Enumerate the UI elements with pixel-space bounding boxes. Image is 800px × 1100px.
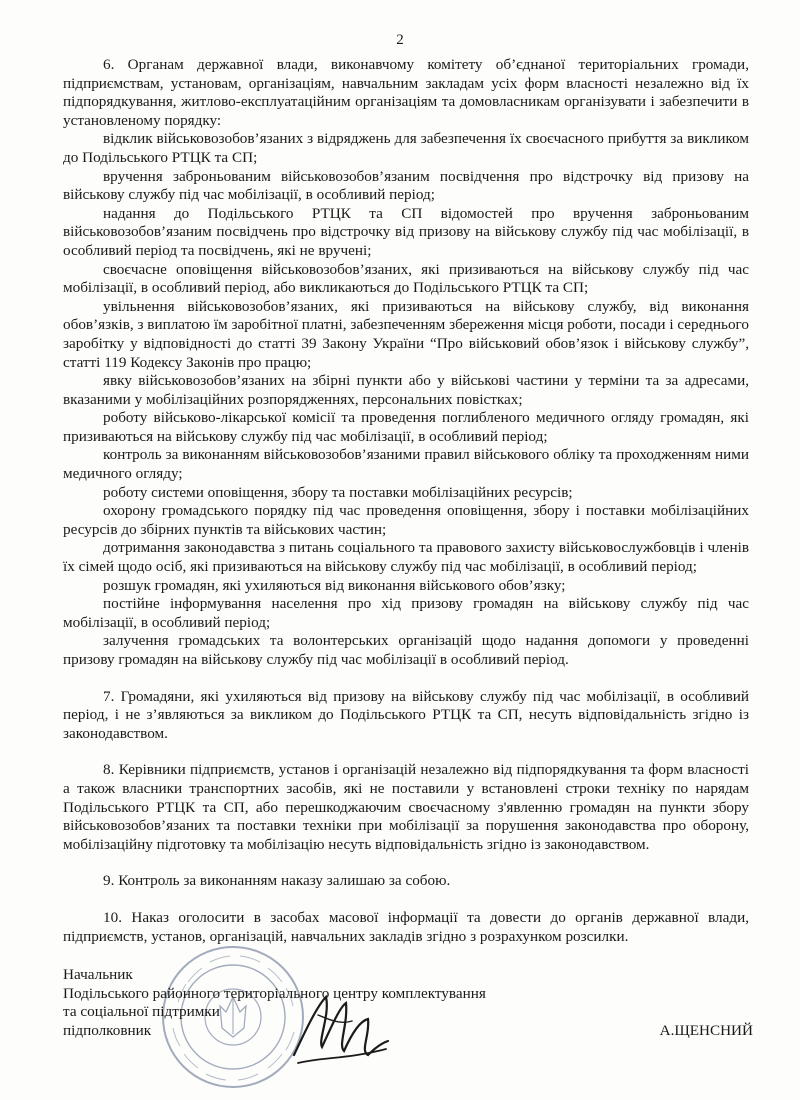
signer-name: А.ЩЕНСНИЙ <box>659 1022 753 1039</box>
signature-block <box>63 966 753 1040</box>
paragraph: роботу військово-лікарської комісії та проведення поглибленого медичного огляду громадян, які призиваються на військову службу під час мобілізації, в особливий період; <box>63 409 749 445</box>
paragraph: явку військовозобов’язаних на збірні пункти або у військові частини у терміни та за адресами, вказаними у мобілізаційних розпорядженнях, персональних повістках; <box>63 372 749 408</box>
paragraph: дотримання законодавства з питань соціального та правового захисту військовослужбовців і членів їх сімей щодо осіб, які призиваються на військову службу під час мобілізації, в особливий період; <box>63 539 749 576</box>
signer-title-line: Начальник <box>63 966 133 983</box>
paragraph: залучення громадських та волонтерських організацій щодо надання допомоги у проведенні призову громадян на військову службу під час мобілізації в особливий період. <box>63 632 749 668</box>
paragraph: контроль за виконанням військовозобов’язаними правил військового обліку та проходженням ними медичного огляду; <box>63 446 749 483</box>
paragraph: 7. Громадяни, які ухиляються від призову на військову службу під час мобілізації, в особливий період, і не з’являються за викликом до Подільського РТЦК та СП, несуть відповідальність згідно із законодавством. <box>63 687 749 742</box>
paragraph: роботу системи оповіщення, збору та поставки мобілізаційних ресурсів; <box>103 483 573 501</box>
paragraph: 9. Контроль за виконанням наказу залишаю за собою. <box>103 872 451 890</box>
paragraph: увільнення військовозобов’язаних, які призиваються на військову службу, від виконання обов’язків, з виплатою їм заробітної платні, забезпеченням збереження місця роботи, посади і середнього заробітку у відповідності до статті 39 Закону України “Про військовий обов’язок і військову службу”, статті 119 Кодексу Законів про працю; <box>63 297 749 371</box>
signer-title-line: та соціальної підтримки <box>63 1003 220 1020</box>
paragraph: 8. Керівники підприємств, установ і організацій незалежно від підпорядкування та форм власності а також власники транспортних засобів, які не поставили у встановлені строки техніку по нарядам Подільського РТЦК та СП, або перешкоджаючим своєчасному з'явленню громадян на пункти збору військовозобов’язаних та поставки техніки при мобілізації за порушення законодавства про оборону, мобілізаційну підготовку та мобілізацію несуть відповідальність згідно із законодавством. <box>63 761 749 853</box>
document-body <box>63 56 749 946</box>
paragraph: вручення заброньованим військовозобов’язаним посвідчення про відстрочку від призову на військову службу під час мобілізації, в особливий період; <box>63 167 749 204</box>
paragraph: надання до Подільського РТЦК та СП відомостей про вручення заброньованим військовозобов’язаним посвідчень про відстрочку від призову на військову службу під час мобілізації, в особливий період та посвідчень, які не вручені; <box>63 204 749 259</box>
paragraph: розшук громадян, які ухиляються від виконання військового обов’язку; <box>103 576 566 594</box>
signer-title-line: Подільського районного територіального центру комплектування <box>63 984 486 1002</box>
paragraph: 6. Органам державної влади, виконавчому комітету об’єднаної територіальних громади, підприємствам, установам, організаціям, навчальним закладам усіх форм власності незалежно від їх підпорядкування, житлово-експлуатаційним організаціям та домовласникам організувати і забезпечити в установленому порядку: <box>63 56 749 129</box>
paragraph: постійне інформування населення про хід призову громадян на військову службу під час мобілізації, в особливий період; <box>63 595 749 631</box>
signer-rank: підполковник <box>63 1021 152 1039</box>
page-number: 2 <box>396 32 404 48</box>
paragraph: 10. Наказ оголосити в засобах масової інформації та довести до органів державної влади, підприємств, установ, організацій, навчальних закладів згідно з розрахунком розсилки. <box>63 908 749 945</box>
paragraph: охорону громадського порядку під час проведення оповіщення, збору і поставки мобілізаційних ресурсів до збірних пунктів та військових частин; <box>63 502 749 538</box>
paragraph: відклик військовозобов’язаних з відряджень для забезпечення їх своєчасного прибуття за викликом до Подільського РТЦК та СП; <box>63 130 749 166</box>
paragraph: своєчасне оповіщення військовозобов’язаних, які призиваються на військову службу під час мобілізації, в особливий період, або викликаються до Подільського РТЦК та СП; <box>63 260 749 297</box>
